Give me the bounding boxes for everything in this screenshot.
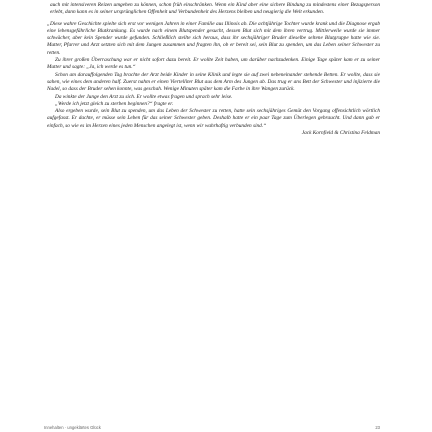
- page-footer: [44, 425, 380, 430]
- story-paragraph: Schon am darauffolgenden Tag brachte der Arzt beide Kinder in seine Klinik und legte sie auf zwei nebeneinander stehende Betten. Er wollte, dass sie sahen, wie eines dem anderen half. Zuerst nahm er einen Viertelliter Blut aus dem Arm des Jungen ab. Das trug er ans Bett der Schwester und injizierte die Nadel, so dass der Bruder sehen konnte, was geschah. Wenige Minuten später kam die Farbe in ihre Wangen zurück.: [47, 71, 380, 93]
- footer-running-title: Innehalten · ungeklärtes Glück: [44, 425, 101, 430]
- intro-paragraph: auch mit intensiveren Reizen umgehen zu können, schon früh einschränken. Wenn ein Kind aber eine sichere Bindung zu mindestens einer Bezugsperson erlebt, dann kann es in seiner ursprünglichen Offenheit und Verbundenheit des Herzens bleiben und neugierig die Welt erkunden.: [50, 2, 380, 16]
- page-number: 23: [375, 425, 380, 430]
- author-signature: Jack Kornfield & Christina Feldman: [301, 130, 380, 137]
- book-page: [44, 2, 380, 430]
- story-paragraph: Zu ihrer großen Überraschung war er nicht sofort dazu bereit. Er wollte Zeit haben, um darüber nachzudenken. Einige Tage später kam er zu seiner Mutter und sagte: „Ja, ich werde es tun.“: [47, 57, 380, 71]
- story-paragraph: Da winkte der Junge den Arzt zu sich. Er wollte etwas fragen und sprach sehr leise.: [55, 93, 233, 100]
- story-block: [44, 21, 380, 138]
- story-paragraph: Also ergeben wurde, sein Blut zu spenden, um das Leben der Schwester zu retten, hatte sein sechsjähriges Gemüt den Vorgang offensichtlich wörtlich aufgefasst. Er dachte, er müsse sein Leben für das seiner Schwester geben. Deshalb hatte er ein paar Tage zum Überlegen gebraucht. Und dann gab er einfach, so wie es im Herzen eines jeden Menschen angelegt ist, wenn wir wahrhaftig verbunden sind.“: [47, 108, 380, 129]
- story-paragraph: „Werde ich jetzt gleich zu sterben beginnen?“ fragte er.: [55, 100, 174, 107]
- story-paragraph: „Diese wahre Geschichte spielte sich erst vor wenigen Jahren in einer Familie aus Illinois ab. Die achtjährige Tochter wurde krank und die Diagnose ergab eine lebensgefährliche Blutkrankung. Es wurde nach einem Blutspender gesucht, dessen Blut sich mit dem ihren vertrug. Mittlerweile wurde sie immer schwächer, aber kein Spender wurde gefunden. Schließlich stellte sich heraus, dass ihr sechsjähriger Bruder dieselbe seltene Blutgruppe hatte wie sie. Mutter, Pfarrer und Arzt setzten sich mit dem Jungen zusammen und fragten ihn, ob er bereit sei, sein Blut zu spenden, um das Leben seiner Schwester zu retten.: [47, 20, 380, 56]
